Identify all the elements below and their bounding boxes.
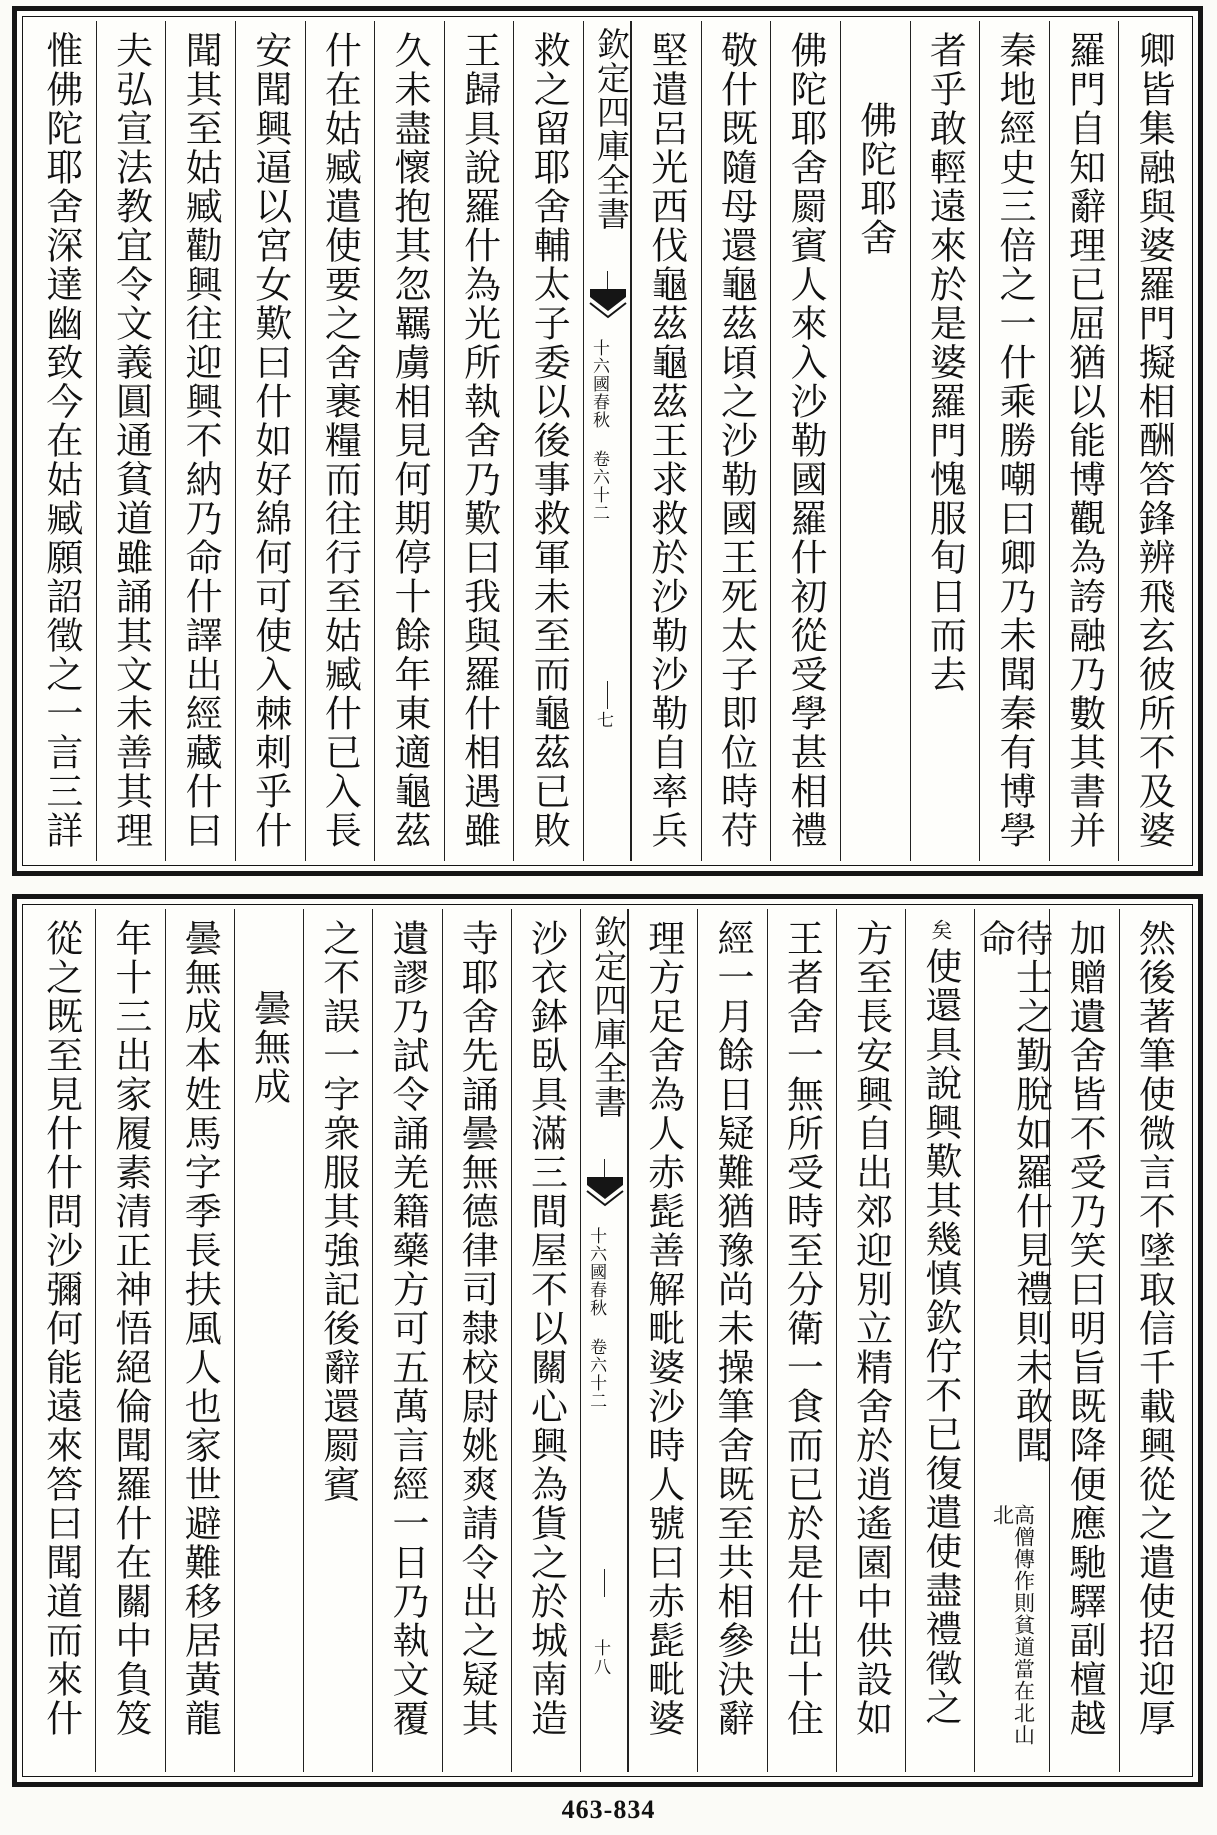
text-column: 王者舍一無所受時至分衛一食而已於是什出十住: [767, 909, 836, 1772]
page-panel-top: [12, 6, 1203, 876]
text-column: 救之留耶舍輔太子委以後事救軍未至而龜茲已敗: [513, 21, 583, 861]
section-heading: 曇無成: [234, 909, 303, 1772]
text-columns-bottom: [27, 909, 1188, 1772]
book-title: 欽定四庫全書: [589, 915, 629, 1119]
text-column: 矣 使還具說興歎其幾慎欽佇不已復遣使盡禮徵之: [905, 909, 974, 1772]
text-column: 什在姑臧遣使要之舍裹糧而往行至姑臧什已入長: [305, 21, 375, 861]
text-column: 安聞興逼以宮女歎曰什如好綿何可使入棘刺乎什: [235, 21, 305, 861]
fold-rule: [607, 681, 608, 709]
text-column: 從之既至見什什問沙彌何能遠來答曰聞道而來什: [39, 919, 83, 1738]
text-column: 者乎敢輕遠來於是婆羅門愧服旬日而去: [910, 21, 980, 861]
section-heading: 佛陀耶舍: [840, 21, 910, 861]
text-column: 年十三出家履素清正神悟絕倫聞羅什在關中負笈: [95, 909, 164, 1772]
text-column: 沙衣鉢臥具滿三間屋不以關心興為貨之於城南造: [511, 909, 580, 1772]
text-column: 曇無成本姓馬字季長扶風人也家世避難移居黃龍: [165, 909, 234, 1772]
text-column: 卿皆集融與婆羅門擬相酬答鋒辨飛玄彼所不及婆: [1118, 21, 1188, 861]
text-column: 之不誤一字衆服其強記後辭還罽賓: [303, 909, 372, 1772]
text-column: 佛陀耶舍罽賓人來入沙勒國羅什初從受學甚相禮: [770, 21, 840, 861]
page-number: 十八: [590, 1639, 611, 1677]
text-column: 堅遣呂光西伐龜茲龜茲王求救於沙勒沙勒自率兵: [631, 21, 701, 861]
text-column: 加贈遺舍皆不受乃笑曰明旨既降便應馳驛副檀越: [1049, 909, 1118, 1772]
text-column: 惟佛陀耶舍深達幽致今在姑臧願詔徵之一言三詳: [39, 31, 83, 850]
text-column: 方至長安興自出郊迎別立精舍於逍遙園中供設如: [836, 909, 905, 1772]
page-panel-bottom: [12, 894, 1203, 1787]
fold-rule: [607, 271, 608, 289]
text-column: 敬什既隨母還龜茲頃之沙勒國王死太子即位時苻: [701, 21, 771, 861]
text-columns-top: [27, 21, 1188, 861]
text-column: 然後著筆使微言不墜取信千載興從之遣使招迎厚: [1119, 909, 1188, 1772]
interlinear-note: 高僧傳作則貧道當在北山北: [990, 1504, 1036, 1747]
work-title: 十六國春秋 卷六十二: [586, 1227, 607, 1410]
text-column: 遺謬乃試令誦羌籍藥方可五萬言經一日乃執文覆: [372, 909, 441, 1772]
fishtail-mark-icon: [587, 1177, 623, 1211]
page-reference: 463-834: [561, 1795, 656, 1824]
text-column: 秦地經史三倍之一什乘勝嘲曰卿乃未聞秦有博學: [979, 21, 1049, 861]
text-column: 夫弘宣法教宜令文義圓通貧道雖誦其文未善其理: [96, 21, 166, 861]
text-column: 待士之勤脫如羅什見禮則未敢聞命 高僧傳作則貧道當在北山北: [974, 909, 1049, 1772]
text-column: 聞其至姑臧勸興往迎興不納乃命什譯出經藏什曰: [165, 21, 235, 861]
book-title: 欽定四庫全書: [592, 27, 631, 231]
interlinear-note: 矣: [928, 919, 953, 941]
fold-rule: [604, 1569, 605, 1597]
center-fold-column: [583, 21, 631, 861]
text-column: 經一月餘日疑難猶豫尚未操筆舍既至共相參決辭: [697, 909, 766, 1772]
text-column: 寺耶舍先誦曇無德律司隸校尉姚爽請令出之疑其: [442, 909, 511, 1772]
center-fold-column: [580, 909, 628, 1772]
work-title: 十六國春秋 卷六十二: [589, 339, 609, 522]
text-column: 理方足舍為人赤髭善解毗婆沙時人號曰赤髭毗婆: [628, 909, 697, 1772]
text-column: 王歸具說羅什為光所執舍乃歎曰我與羅什相遇雖: [444, 21, 514, 861]
page-number: 七: [593, 711, 613, 730]
text-column: 久未盡懷抱其忽羈虜相見何期停十餘年東適龜茲: [374, 21, 444, 861]
text-column: 羅門自知辭理已屈猶以能博觀為誇融乃數其書并: [1049, 21, 1119, 861]
fishtail-mark-icon: [590, 289, 626, 323]
fold-rule: [604, 1159, 605, 1177]
